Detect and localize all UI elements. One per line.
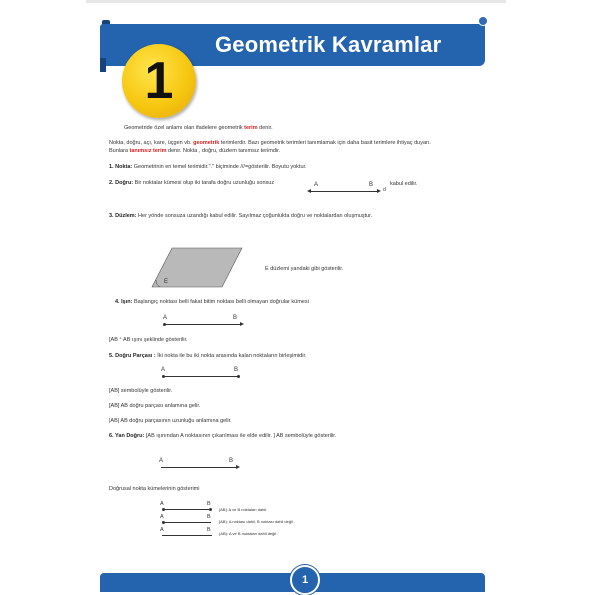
- point-dot: [237, 375, 240, 378]
- point-label: A: [314, 182, 319, 188]
- set-caption: (AB): A ve B noktaları dahil değil .: [219, 531, 279, 536]
- point-label: B: [369, 182, 374, 188]
- ray-caption: [AB ᐩ AB ışını şeklinde gösterilir.: [109, 337, 188, 343]
- segment-caption: |AB| AB doğru parçasının uzunluğu anlamına gelir.: [109, 418, 232, 424]
- term-highlight: geometrik: [193, 140, 220, 146]
- set-line: [163, 522, 211, 523]
- intro-line-3: [109, 148, 280, 155]
- point-label: A: [160, 514, 164, 520]
- page-edge: [86, 0, 506, 3]
- intro-line-2: [109, 140, 431, 147]
- page-number: 1: [290, 565, 320, 595]
- intro-text: Bunlara: [109, 148, 130, 154]
- item-yan-dogru: [109, 433, 336, 440]
- intro-text: Nokta, doğru, açı, kare, üçgen vb.: [109, 140, 194, 146]
- item-heading: 1. Nokta:: [109, 164, 133, 170]
- point-label: B: [207, 527, 211, 533]
- item-heading: 2. Doğru:: [109, 180, 134, 186]
- arrow-right-icon: [236, 465, 240, 469]
- point-label: B: [207, 514, 211, 520]
- chapter-badge: [122, 44, 196, 118]
- point-label: B: [234, 367, 239, 373]
- ray-line: [165, 324, 240, 325]
- item-heading: 5. Doğru Parçası :: [109, 353, 156, 359]
- point-label: B: [207, 501, 211, 507]
- item-text: Bir noktalar kümesi olup iki tarafa doğru uzunluğu sonsuz: [133, 180, 275, 186]
- segment-line: [163, 376, 239, 377]
- intro-text: terimlerdir. Bazı geometrik terimleri tanımlamak için daha basit terimlere ihtiyaç duyarı.: [219, 140, 431, 146]
- point-label: B: [233, 315, 238, 321]
- item-nokta: [109, 164, 307, 171]
- item-text: [AB ışınından A noktasının çıkarılması ile elde edilir. ] AB sembolüyle gösterilir.: [144, 433, 337, 439]
- plane-caption: E düzlemi yandaki gibi gösterilir.: [265, 266, 344, 272]
- item-text: kabul edilir.: [390, 181, 418, 187]
- item-heading: 3. Düzlem:: [109, 213, 137, 219]
- page-title: Geometrik Kavramlar: [215, 32, 442, 57]
- item-dogru: [109, 180, 274, 187]
- point-label: A: [161, 367, 166, 373]
- set-line: [162, 535, 212, 536]
- chapter-number: 1: [144, 52, 174, 110]
- intro-text: denir.: [257, 125, 273, 131]
- arrow-right-icon: [377, 189, 381, 193]
- point-sets-title: Doğrusal nokta kümelerinin gösterimi: [109, 486, 200, 492]
- corner-dot-icon: [478, 16, 488, 26]
- point-label: A: [163, 315, 168, 321]
- point-label: B: [229, 458, 234, 464]
- plane-diagram: [150, 247, 245, 289]
- point-label: A: [159, 458, 164, 464]
- item-dogru-parcasi: [109, 353, 307, 360]
- item-heading: 6. Yan Doğru:: [109, 433, 145, 439]
- line-label: d: [383, 187, 386, 193]
- point-label: A: [160, 527, 164, 533]
- banner-fold-lower: [100, 58, 106, 72]
- point-label: A: [160, 501, 164, 507]
- half-line: [161, 467, 236, 468]
- intro-line-1: [124, 125, 273, 132]
- term-highlight: terim: [244, 125, 258, 131]
- plane-label: E: [164, 279, 169, 285]
- intro-text: Geometride özel anlamı olan ifadelere geometrik: [124, 125, 245, 131]
- segment-caption: [AB] sembolüyle gösterilir.: [109, 388, 173, 394]
- item-duzlem: [109, 213, 372, 220]
- set-caption: [AB): A noktası dahil, B noktası dahil değil .: [219, 519, 296, 524]
- item-text: İki nokta ile bu iki nokta arasında kalan noktaların birleşimidir.: [155, 353, 307, 359]
- item-text: Her yönde sonsuza uzandığı kabul edilir. Sayılmaz çoğunlukta doğru ve noktalardan oluşmuştur.: [136, 213, 373, 219]
- item-isin: [115, 299, 309, 306]
- point-dot: [209, 508, 212, 511]
- item-text: Geometrinin en temel terimidir."." biçiminde ///=gösterilir. Boyutu yoktur.: [132, 164, 307, 170]
- arrow-right-icon: [240, 322, 244, 326]
- segment-caption: [AB] AB doğru parçası anlamına gelir.: [109, 403, 201, 409]
- line-segment: [311, 191, 377, 192]
- item-heading: 4. Işın:: [115, 299, 133, 305]
- term-highlight: tanımsız terim: [129, 148, 167, 154]
- item-text: Başlangıç noktası belli fakat bitim noktası belli olmayan doğrular kümesi: [132, 299, 309, 305]
- intro-text: denir. Nokta , doğru, düzlem tanımsız terimdir.: [166, 148, 281, 154]
- set-line: [163, 509, 211, 510]
- set-caption: [AB]: A ve B noktaları dahil.: [219, 507, 268, 512]
